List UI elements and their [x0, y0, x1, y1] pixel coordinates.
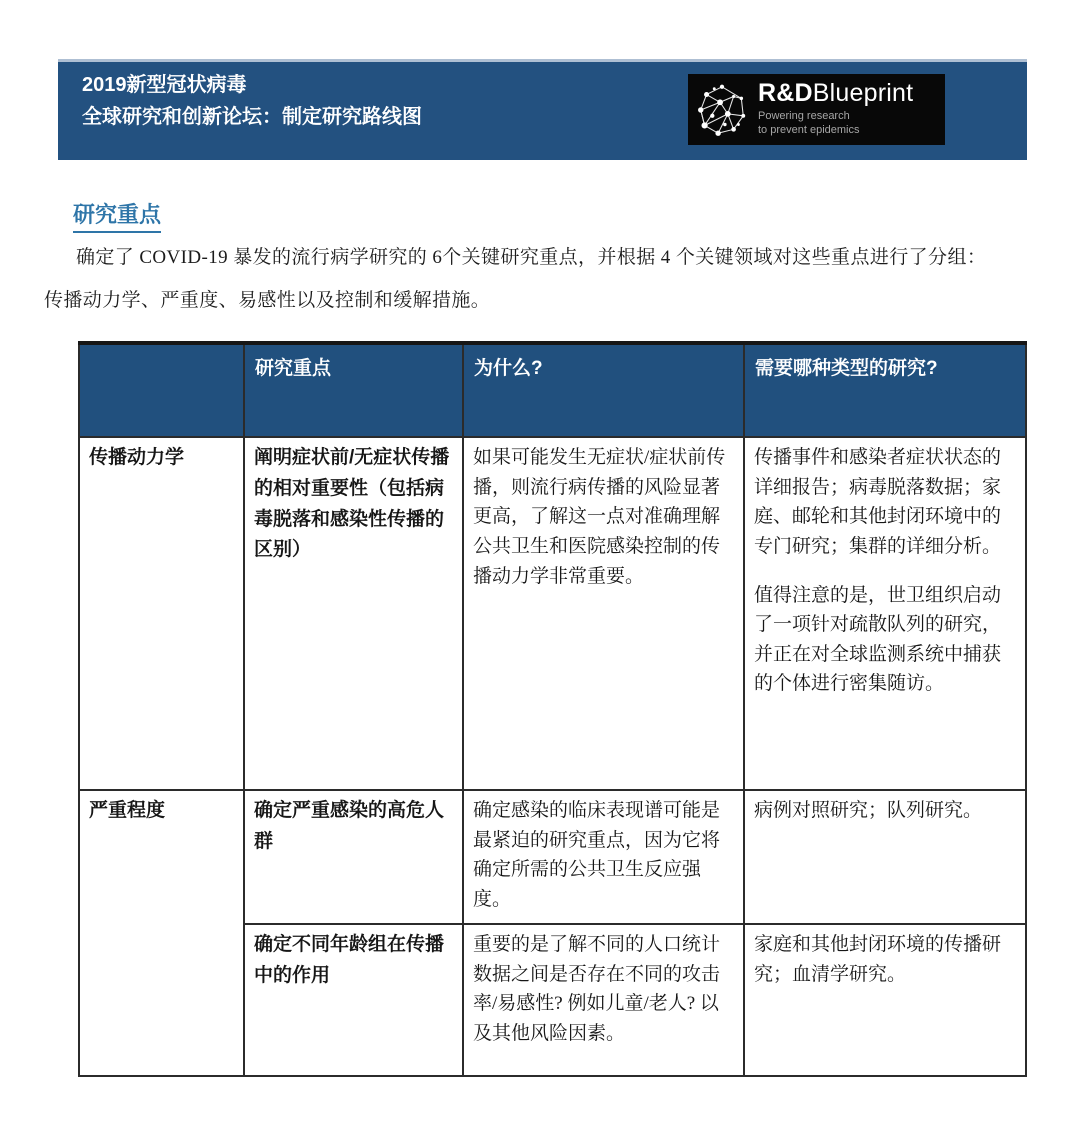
research-cell — [744, 790, 1026, 924]
priority-cell: 确定不同年龄组在传播中的作用 — [244, 924, 463, 1076]
logo-tagline-line2: to prevent epidemics — [758, 124, 860, 136]
intro-paragraph-line2: 传播动力学、严重度、易感性以及控制和缓解措施。 — [44, 290, 491, 311]
research-paragraph: 家庭和其他封闭环境的传播研究；血清学研究。 — [754, 934, 1002, 985]
why-cell: 如果可能发生无症状/症状前传播，则流行病传播的风险显著更高，了解这一点对准确理解公共卫生和医院感染控制的传播动力学非常重要。 — [463, 437, 744, 790]
table-row-transmission — [79, 437, 1026, 790]
research-paragraph: 传播事件和感染者症状状态的详细报告；病毒脱落数据；家庭、邮轮和其他封闭环境中的专门研究；集群的详细分析。 — [754, 447, 1002, 557]
research-cell — [744, 437, 1026, 790]
header-banner — [58, 59, 1027, 160]
category-cell-transmission: 传播动力学 — [79, 437, 244, 790]
why-cell: 重要的是了解不同的人口统计数据之间是否存在不同的攻击率/易感性? 例如儿童/老人? 以及其他风险因素。 — [463, 924, 744, 1076]
table-row-severity-1 — [79, 790, 1026, 924]
logo-tagline — [758, 110, 913, 138]
priority-cell: 确定严重感染的高危人群 — [244, 790, 463, 924]
logo-text-block — [758, 81, 913, 138]
research-table — [78, 341, 1027, 1077]
column-header-why: 为什么? — [463, 343, 744, 437]
why-cell: 确定感染的临床表现谱可能是最紧迫的研究重点，因为它将确定所需的公共卫生反应强度。 — [463, 790, 744, 924]
logo-brand-blueprint: Blueprint — [812, 79, 914, 108]
logo-brand — [758, 81, 913, 106]
banner-title-block — [82, 75, 422, 127]
research-cell — [744, 924, 1026, 1076]
column-header-category — [79, 343, 244, 437]
logo-tagline-line1: Powering research — [758, 110, 850, 123]
priority-cell: 阐明症状前/无症状传播的相对重要性（包括病毒脱落和感染性传播的区别） — [244, 437, 463, 790]
column-header-research-type: 需要哪种类型的研究? — [744, 343, 1026, 437]
category-cell-severity: 严重程度 — [79, 790, 244, 1076]
rd-blueprint-logo — [688, 74, 945, 145]
section-title: 研究重点 — [73, 198, 161, 233]
banner-title: 2019新型冠状病毒 — [82, 74, 247, 96]
research-paragraph: 值得注意的是，世卫组织启动了一项针对疏散队列的研究，并正在对全球监测系统中捕获的个体进行密集随访。 — [754, 584, 1002, 695]
column-header-priority: 研究重点 — [244, 343, 463, 437]
banner-subtitle: 全球研究和创新论坛：制定研究路线图 — [82, 106, 422, 128]
intro-paragraph-line1: 确定了 COVID-19 暴发的流行病学研究的 6个关键研究重点，并根据 4 个关键领域对这些重点进行了分组： — [76, 247, 987, 268]
logo-brand-rd: R&D — [758, 79, 813, 108]
research-paragraph: 病例对照研究；队列研究。 — [754, 800, 983, 821]
network-globe-icon — [693, 79, 751, 141]
table-header-row — [79, 343, 1026, 437]
